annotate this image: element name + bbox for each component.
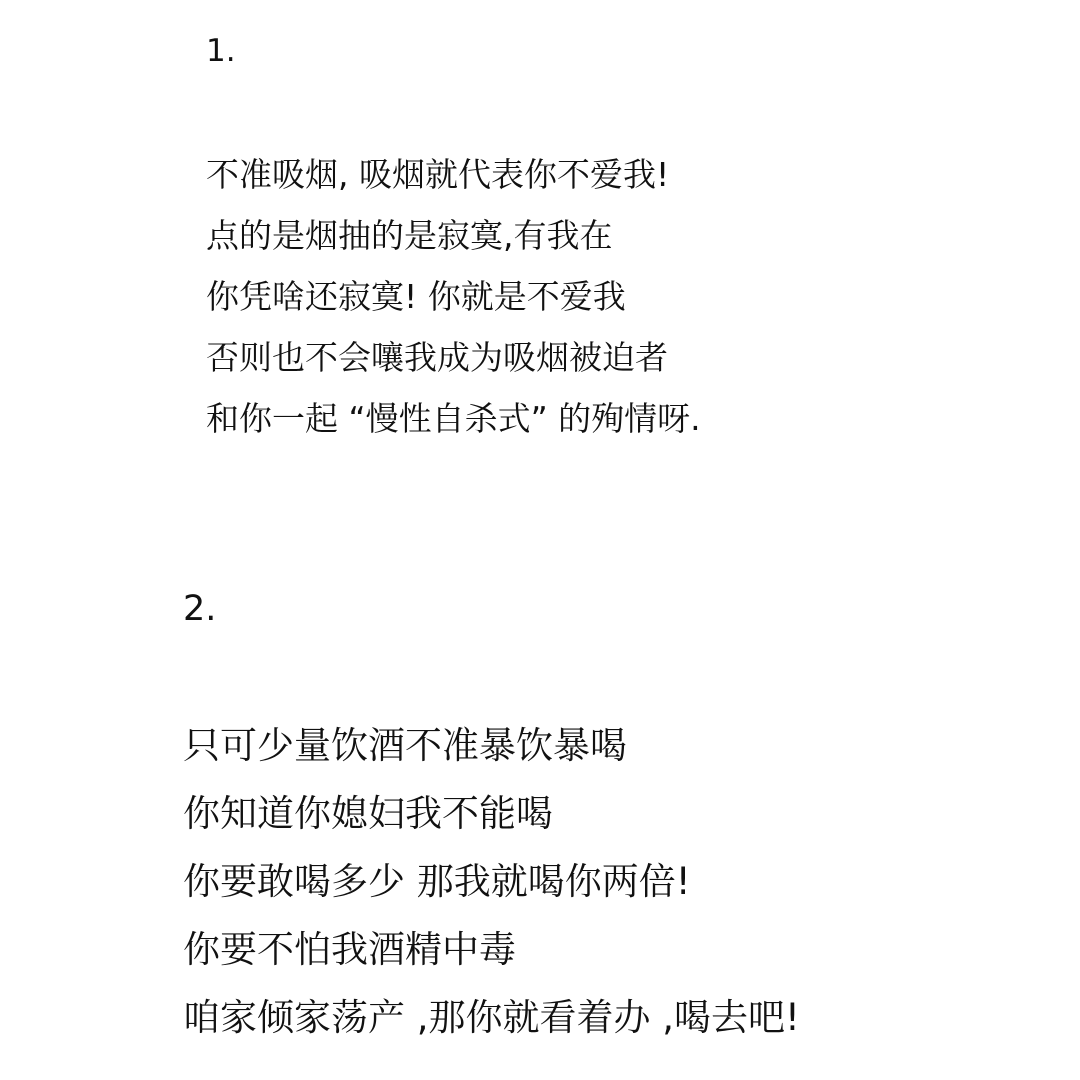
text-line: 你凭啥还寂寞! 你就是不爱我 — [206, 277, 626, 316]
text-line: 咱家倾家荡产 ,那你就看着办 ,喝去吧! — [183, 996, 800, 1039]
text-line: 点的是烟抽的是寂寞,有我在 — [206, 216, 613, 255]
text-line: 你知道你媳妇我不能喝 — [183, 792, 553, 835]
text-line: 你要敢喝多少 那我就喝你两倍! — [183, 860, 691, 903]
section-2 — [183, 584, 800, 1052]
text-line: 不准吸烟, 吸烟就代表你不爱我! — [206, 155, 670, 194]
text-line: 和你一起 “慢性自杀式” 的殉情呀. — [206, 399, 701, 438]
section-number: 2. — [183, 589, 217, 629]
section-1 — [206, 28, 701, 449]
text-line: 否则也不会嚷我成为吸烟被迫者 — [206, 338, 668, 377]
text-line: 只可少量饮酒不准暴饮暴喝 — [183, 724, 627, 767]
section-number: 1. — [206, 33, 236, 69]
text-line: 你要不怕我酒精中毒 — [183, 928, 516, 971]
